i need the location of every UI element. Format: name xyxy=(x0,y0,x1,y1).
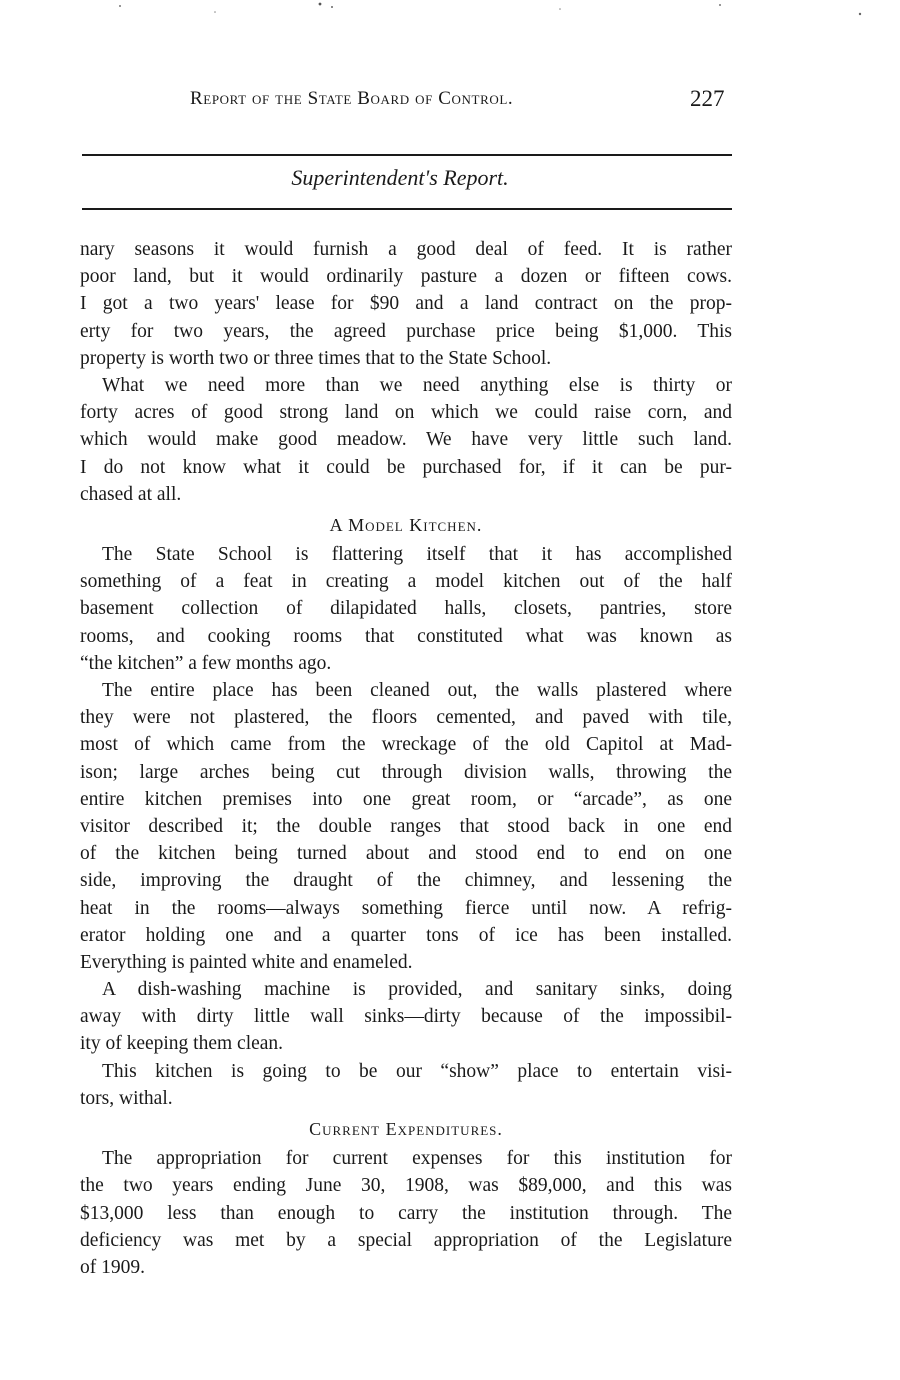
text-line: of the kitchen being turned about and stood end to end on one xyxy=(80,843,732,865)
text-line: rooms, and cooking rooms that constituted what was known as xyxy=(80,625,732,647)
text-line: chased at all. xyxy=(80,483,182,505)
paragraph-model-kitchen xyxy=(80,541,732,677)
text-line: something of a feat in creating a model kitchen out of the half xyxy=(80,571,732,593)
text-line: This kitchen is going to be our “show” place to entertain visi- xyxy=(102,1060,732,1082)
heading-current-expenditures: Current Expenditures. xyxy=(309,1119,503,1139)
text-line: $13,000 less than enough to carry the institution through. The xyxy=(80,1202,732,1224)
running-head: Report of the State Board of Control. xyxy=(190,88,514,109)
header-rule-bottom xyxy=(82,208,732,210)
text-line: the two years ending June 30, 1908, was $89,000, and this was xyxy=(80,1175,732,1197)
section-title: Superintendent's Report. xyxy=(291,165,509,190)
text-line: Everything is painted white and enameled. xyxy=(80,951,413,973)
text-line: of 1909. xyxy=(80,1256,145,1278)
text-line: I got a two years' lease for $90 and a land contract on the prop- xyxy=(80,293,732,315)
paragraph-continuation xyxy=(80,236,732,372)
text-line: heat in the rooms—always something fierce until now. A refrig- xyxy=(80,897,732,919)
page-number: 227 xyxy=(690,86,725,111)
text-line: A dish-washing machine is provided, and sanitary sinks, doing xyxy=(102,979,732,1001)
paragraph-renovation xyxy=(80,677,732,976)
text-line: away with dirty little wall sinks—dirty because of the impossibil- xyxy=(80,1006,732,1028)
text-line: visitor described it; the double ranges that stood back in one end xyxy=(80,815,732,837)
text-line: deficiency was met by a special appropriation of the Legislature xyxy=(80,1229,732,1251)
text-line: they were not plastered, the floors cemented, and paved with tile, xyxy=(80,707,732,729)
text-line: side, improving the draught of the chimney, and lessening the xyxy=(80,870,732,892)
header-rule-top xyxy=(82,154,732,156)
paragraph-appropriation xyxy=(80,1145,732,1281)
text-line: entire kitchen premises into one great room, or “arcade”, as one xyxy=(80,788,732,810)
paragraph-land-need xyxy=(80,372,732,508)
text-line: “the kitchen” a few months ago. xyxy=(80,652,332,674)
text-line: nary seasons it would furnish a good deal of feed. It is rather xyxy=(80,239,732,260)
text-line: The appropriation for current expenses for this institution for xyxy=(102,1148,732,1170)
paragraph-dish-washing xyxy=(80,976,732,1058)
text-line: The State School is flattering itself that it has accomplished xyxy=(102,544,732,566)
text-line: which would make good meadow. We have very little such land. xyxy=(80,429,732,451)
text-line: The entire place has been cleaned out, the walls plastered where xyxy=(102,680,732,701)
text-line: What we need more than we need anything else is thirty or xyxy=(102,374,732,396)
paragraph-show-place xyxy=(80,1058,732,1112)
text-line: property is worth two or three times that to the State School. xyxy=(80,347,552,369)
text-line: forty acres of good strong land on which we could raise corn, and xyxy=(80,402,732,424)
text-line: basement collection of dilapidated halls, closets, pantries, store xyxy=(80,598,732,620)
body-text xyxy=(80,236,732,1281)
text-line: tors, withal. xyxy=(80,1087,173,1109)
text-line: erator holding one and a quarter tons of ice has been installed. xyxy=(80,924,732,946)
scan-speckle-decoration xyxy=(0,0,900,40)
text-line: most of which came from the wreckage of the old Capitol at Mad- xyxy=(80,734,732,756)
text-line: ison; large arches being cut through division walls, throwing the xyxy=(80,761,732,783)
text-line: ity of keeping them clean. xyxy=(80,1033,284,1055)
text-line: erty for two years, the agreed purchase price being $1,000. This xyxy=(80,320,732,342)
text-line: I do not know what it could be purchased for, if it can be pur- xyxy=(80,456,732,478)
heading-model-kitchen: A Model Kitchen. xyxy=(329,514,483,535)
text-line: poor land, but it would ordinarily pasture a dozen or fifteen cows. xyxy=(80,266,732,288)
